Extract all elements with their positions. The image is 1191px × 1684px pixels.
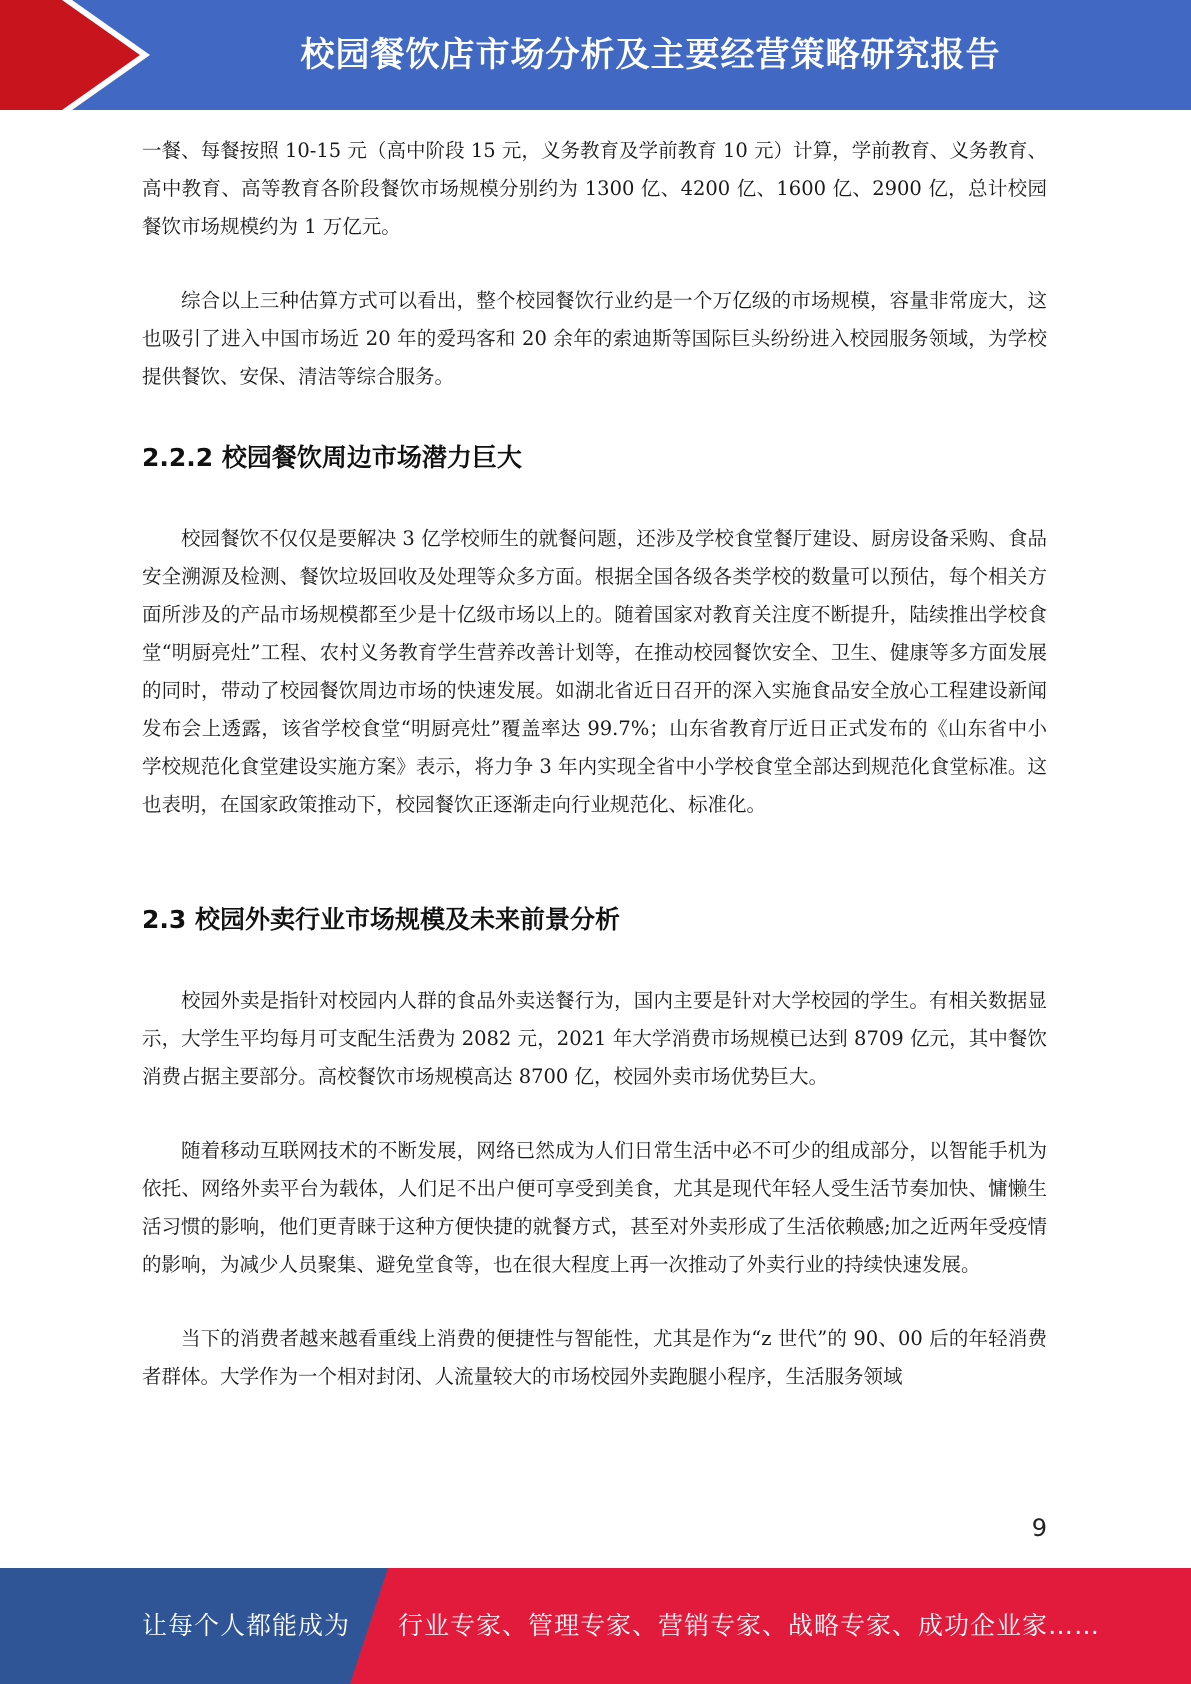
paragraph-consumers: 当下的消费者越来越看重线上消费的便捷性与智能性，尤其是作为“z 世代”的 90、00 后的年轻消费者群体。大学作为一个相对封闭、人流量较大的市场校园外卖跑腿小程序，生活服务领域 xyxy=(142,1327,1047,1388)
section-heading-2-3: 2.3 校园外卖行业市场规模及未来前景分析 xyxy=(142,905,620,934)
section-heading-2-2-2: 2.2.2 校园餐饮周边市场潜力巨大 xyxy=(142,443,522,472)
paragraph-mobile-internet: 随着移动互联网技术的不断发展，网络已然成为人们日常生活中必不可少的组成部分，以智能手机为依托、网络外卖平台为载体，人们足不出户便可享受到美食，尤其是现代年轻人受生活节奏加快、慵懒生活习惯的影响，他们更青睐于这种方便快捷的就餐方式，甚至对外卖形成了生活依赖感;加之近两年受疫情的影响，为减少人员聚集、避免堂食等，也在很大程度上再一次推动了外卖行业的持续快速发展。 xyxy=(142,1139,1047,1276)
footer-banner xyxy=(0,1568,1191,1684)
chevron-arrow-icon xyxy=(0,0,140,110)
paragraph-summary: 综合以上三种估算方式可以看出，整个校园餐饮行业约是一个万亿级的市场规模，容量非常庞大，这也吸引了进入中国市场近 20 年的爱玛客和 20 余年的索迪斯等国际巨头纷纷进入校园服务领域，为学校提供餐饮、安保、清洁等综合服务。 xyxy=(142,289,1047,388)
paragraph-intro: 一餐、每餐按照 10-15 元（高中阶段 15 元，义务教育及学前教育 10 元）计算，学前教育、义务教育、高中教育、高等教育各阶段餐饮市场规模分别约为 1300 亿、4200 亿、1600 亿、2900 亿，总计校园餐饮市场规模约为 1 万亿元。 xyxy=(142,139,1047,238)
footer-slogan-left: 让每个人都能成为 xyxy=(142,1611,351,1640)
paragraph-peripheral-market: 校园餐饮不仅仅是要解决 3 亿学校师生的就餐问题，还涉及学校食堂餐厅建设、厨房设备采购、食品安全溯源及检测、餐饮垃圾回收及处理等众多方面。根据全国各级各类学校的数量可以预估，每个相关方面所涉及的产品市场规模都至少是十亿级市场以上的。随着国家对教育关注度不断提升，陆续推出学校食堂“明厨亮灶”工程、农村义务教育学生营养改善计划等，在推动校园餐饮安全、卫生、健康等多方面发展的同时，带动了校园餐饮周边市场的快速发展。如湖北省近日召开的深入实施食品安全放心工程建设新闻发布会上透露，该省学校食堂“明厨亮灶”覆盖率达 99.7%；山东省教育厅近日正式发布的《山东省中小学校规范化食堂建设实施方案》表示，将力争 3 年内实现全省中小学校食堂全部达到规范化食堂标准。这也表明，在国家政策推动下，校园餐饮正逐渐走向行业规范化、标准化。 xyxy=(142,527,1047,816)
page-number: 9 xyxy=(1031,1514,1047,1542)
document-body xyxy=(142,132,1047,1396)
header-banner xyxy=(0,0,1191,110)
report-title: 校园餐饮店市场分析及主要经营策略研究报告 xyxy=(300,35,1001,75)
footer-slogan-right: 行业专家、管理专家、营销专家、战略专家、成功企业家…… xyxy=(398,1611,1101,1640)
paragraph-takeout-definition: 校园外卖是指针对校园内人群的食品外卖送餐行为，国内主要是针对大学校园的学生。有相关数据显示，大学生平均每月可支配生活费为 2082 元，2021 年大学消费市场规模已达到 8709 亿元，其中餐饮消费占据主要部分。高校餐饮市场规模高达 8700 亿，校园外卖市场优势巨大。 xyxy=(142,989,1047,1088)
